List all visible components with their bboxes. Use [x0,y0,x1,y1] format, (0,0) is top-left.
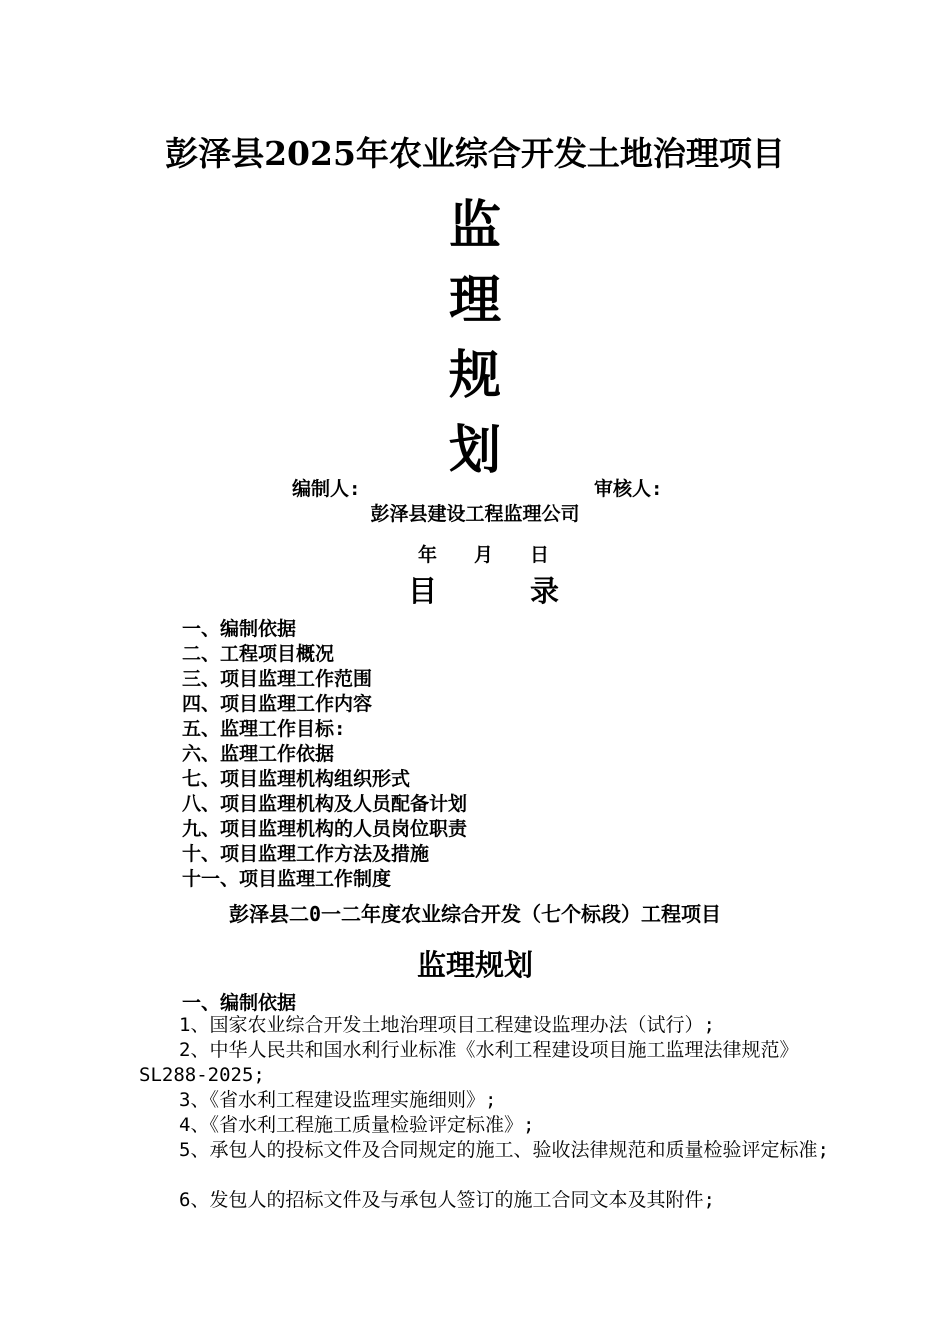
date-day: 日 [530,544,550,566]
toc-title-right: 录 [530,574,560,608]
section-heading: 一、编制依据 [182,992,297,1014]
toc-item: 七、项目监理机构组织形式 [182,768,411,790]
toc-item: 五、监理工作目标: [182,718,346,740]
toc-item: 十一、项目监理工作制度 [182,868,392,890]
editor-label: 编制人: [292,478,361,500]
paragraph: 5、承包人的投标文件及合同规定的施工、验收法律规范和质量检验评定标准; [179,1139,829,1161]
toc-title-left: 目 [408,574,438,608]
toc-item: 一、编制依据 [182,618,297,640]
toc-item: 十、项目监理工作方法及措施 [182,843,430,865]
toc-item: 六、监理工作依据 [182,743,335,765]
toc-item: 三、项目监理工作范围 [182,668,373,690]
reviewer-label: 审核人: [594,478,663,500]
toc-item: 二、工程项目概况 [182,643,335,665]
cover-char-3: 规 [448,346,501,406]
paragraph: 3、《省水利工程建设监理实施细则》; [179,1089,497,1111]
toc-item: 四、项目监理工作内容 [182,693,373,715]
paragraph: 4、《省水利工程施工质量检验评定标准》; [179,1114,535,1136]
plan-title: 监理规划 [416,948,533,982]
paragraph: 6、发包人的招标文件及与承包人签订的施工合同文本及其附件; [179,1189,715,1211]
paragraph: 1、国家农业综合开发土地治理项目工程建设监理办法（试行）; [179,1014,715,1036]
date-year: 年 [418,544,438,566]
toc-item: 八、项目监理机构及人员配备计划 [182,793,468,815]
date-month: 月 [474,544,494,566]
cover-char-2: 理 [448,271,501,331]
cover-title: 彭泽县2025年农业综合开发土地治理项目 [165,134,785,173]
cover-char-4: 划 [448,421,501,481]
toc-item: 九、项目监理机构的人员岗位职责 [182,818,468,840]
paragraph: 2、中华人民共和国水利行业标准《水利工程建设项目施工监理法律规范》SL288-2025; [139,1039,799,1086]
project-title: 彭泽县二0一二年度农业综合开发（七个标段）工程项目 [228,902,722,926]
company-name: 彭泽县建设工程监理公司 [370,503,580,525]
cover-char-1: 监 [448,196,501,256]
